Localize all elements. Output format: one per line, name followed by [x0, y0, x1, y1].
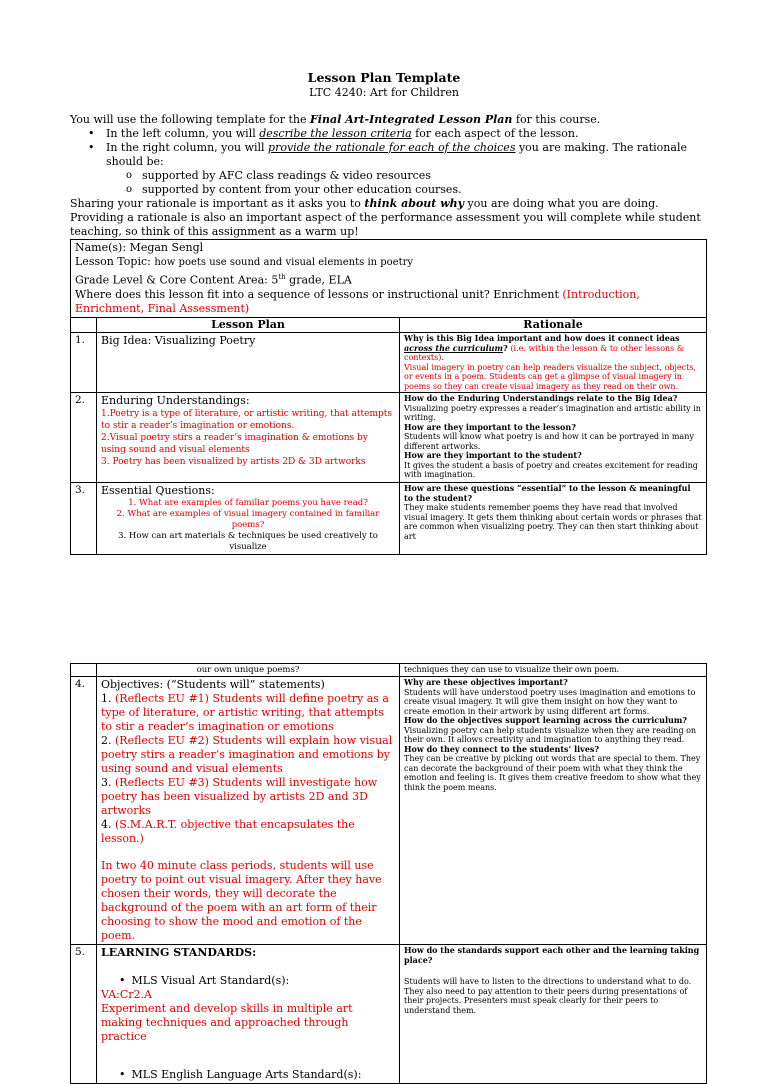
enduring-understandings-rationale: How do the Enduring Understandings relate to the Big Idea? Visualizing poetry expresses a reader’s imagination and artistic ability in writing. How are they important to the lesson? Students will know what poetry is and how it can be portrayed in many different artworks. How are they important to the student? It gives the student a basis of poetry and creates excitement for reading with imagination.: [400, 393, 707, 483]
lesson-plan-table-part-1: [70, 239, 707, 555]
sub-bullet-1: o supported by AFC class readings & video resources: [142, 169, 710, 183]
bullet-left-column: • In the left column, you will describe the lesson criteria for each aspect of the lesson.: [106, 127, 710, 141]
objectives-cell: Objectives: (“Students will” statements) 1. (Reflects EU #1) Students will define poetry as a type of literature, or artistic writing, that attempts to stir a reader’s imagination or emotions 2. (Reflects EU #2) Students will explain how visual poetry stirs a reader’s imagination and emotions by using sound and visual elements 3. (Reflects EU #3) Students will investigate how poetry has been visualized by artists 2D and 3D artworks 4. (S.M.A.R.T. objective that encapsulates the lesson.) In two 40 minute class periods, students will use poetry to point out visual imagery. After they have chosen their words, they will decorate the background of the poem with an art form of their choosing to show the mood and emotion of the poem.: [97, 677, 400, 945]
sequence-line: Where does this lesson fit into a sequence of lessons or instructional unit? Enrichment (Introduction, Enrichment, Final Assessment): [75, 287, 640, 315]
intro-line-1: You will use the following template for the Final Art-Integrated Lesson Plan for this course.: [70, 113, 601, 126]
row-5-number: 5.: [71, 945, 97, 1084]
essential-questions-cell: Essential Questions: 1. What are examples of familiar poems you have read? 2. What are examples of visual imagery contained in familiar poems? 3. How can art materials & techniques be used creatively to visualize: [97, 483, 400, 555]
lesson-info-cell: [71, 240, 707, 318]
topic-line: Lesson Topic: how poets use sound and visual elements in poetry: [75, 255, 414, 268]
instruction-bullets: [70, 127, 710, 197]
header-rationale: Rationale: [400, 317, 707, 333]
row-1-number: 1.: [71, 333, 97, 393]
intro-line-3: Providing a rationale is also an important aspect of the performance assessment you will complete while student teaching, so think of this assignment as a warm up!: [70, 211, 701, 238]
essential-questions-rationale: How are these questions “essential” to the lesson & meaningful to the student? They make students remember poems they have read that involved visual imagery. It gets them thinking about certain words or phrases that are common when visualizing poetry. They can then start thinking about art: [400, 483, 707, 555]
learning-standards-cell: LEARNING STANDARDS: • MLS Visual Art Standard(s): VA:Cr2.A Experiment and develop skills in multiple art making techniques and approached through practice • MLS English Language Arts Standard(s):: [97, 945, 400, 1084]
header-lesson-plan: Lesson Plan: [97, 317, 400, 333]
essential-question-continued: our own unique poems?: [97, 664, 400, 677]
bullet-right-column: • In the right column, you will provide the rationale for each of the choices you are making. The rationale should be: o supported by AFC class readings & video resources o supported by content from your other education courses.: [106, 141, 710, 197]
lesson-plan-table-part-2: [70, 663, 707, 1084]
smart-objective: In two 40 minute class periods, students will use poetry to point out visual imagery. After they have chosen their words, they will decorate the background of the poem with an art form of their choosing to show the mood and emotion of the poem.: [101, 859, 382, 942]
big-idea-rationale: Why is this Big Idea important and how does it connect ideas across the curriculum? (i.e. within the lesson & to other lessons & contexts). Visual imagery in poetry can help readers visualize the subject, objects, or events in a poem. Students can get a glimpse of visual imagery in poems so they can create visual imagery as they read on their own.: [400, 333, 707, 393]
names-line: Name(s): Megan Sengl: [75, 241, 204, 254]
learning-standards-rationale: How do the standards support each other and the learning taking place? Students will have to listen to the directions to understand what to do. They also need to pay attention to their peers during presentations of their projects. Presenters must speak clearly for their peers to understand them.: [400, 945, 707, 1084]
objectives-rationale: Why are these objectives important? Students will have understood poetry uses imagination and emotions to create visual imagery. It will give them insight on how they want to create emotion in their artwork by using different art forms. How do the objectives support learning across the curriculum? Visualizing poetry can help students visualize when they are reading on their own. It allows creativity and imagination to anything they read. How do they connect to the students’ lives? They can be creative by picking out words that are special to them. They can decorate the background of their poem with what they think the emotion and feeling is. It gives them creative freedom to show what they think the poem means.: [400, 677, 707, 945]
essential-rationale-continued: techniques they can use to visualize their own poem.: [400, 664, 707, 677]
header-number-cell: [71, 317, 97, 333]
rationale-sub-bullets: [106, 169, 710, 197]
big-idea-cell: Big Idea: Visualizing Poetry: [97, 333, 400, 393]
row-2-number: 2.: [71, 393, 97, 483]
intro-line-2: Sharing your rationale is important as it asks you to think about why you are doing what you are doing.: [70, 197, 659, 210]
sub-bullet-2: o supported by content from your other education courses.: [142, 183, 710, 197]
document-subtitle: LTC 4240: Art for Children: [309, 86, 459, 99]
row-3-number: 3.: [71, 483, 97, 555]
instructions: [70, 113, 710, 239]
grade-line: Grade Level & Core Content Area: 5th grade, ELA: [75, 273, 352, 287]
row-4-number: 4.: [71, 677, 97, 945]
enduring-understandings-cell: Enduring Understandings: 1.Poetry is a type of literature, or artistic writing, that attempts to stir a reader’s imagination or emotions. 2.Visual poetry stirs a reader’s imagination & emotions by using sound and visual elements 3. Poetry has been visualized by artists 2D & 3D artworks: [97, 393, 400, 483]
document-title: Lesson Plan Template: [307, 70, 461, 85]
